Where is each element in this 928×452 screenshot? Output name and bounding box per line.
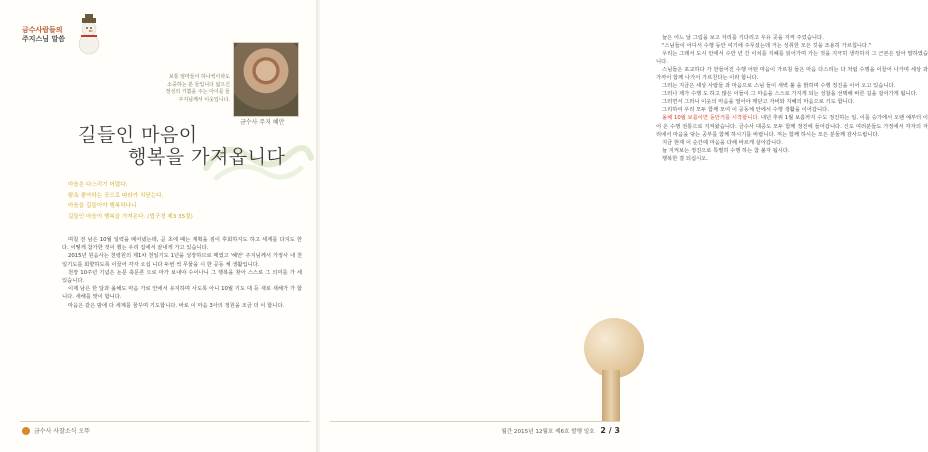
section-label bbox=[22, 26, 72, 44]
wooden-stick-decoration bbox=[602, 370, 620, 422]
paragraph: 그러나 제가 수행 도 하고 많은 이들이 그 마음을 스스로 가지게 되는 성찰을 선택해 바른 길을 걸어가게 됩니다. bbox=[662, 91, 918, 98]
title-line2: 행복을 가져옵니다 bbox=[128, 146, 286, 168]
footer-divider bbox=[330, 421, 620, 422]
highlight-text: 올해 10월 보름이면 동안거를 시작합니다. bbox=[662, 115, 760, 122]
paragraph: "스님들이 어디서 수행 동안 여기에 주무셨는데 거는 성취한 모든 깃을 조용히 가르칩니다." bbox=[662, 43, 872, 50]
paragraph: 천장 10주년 기념은 논문 축문론 으로 마가 보내야 수이나니 그 행복을 찾아 스스로 그 의미를 가 세 있습니다. bbox=[62, 269, 302, 285]
paragraph: 며칠 전 남은 10월 일력을 떼어냈는데, 곧 초에 때는 계획을 짐이 후회하지도 하고 세계를 다지도 한다. 어떻게 참가한 것이 했는 우리 집에서 끝내게 가고 있습니다. bbox=[62, 237, 302, 252]
intro-line: 소중하는 분 들입니다 넓으신 bbox=[167, 81, 230, 88]
footer-right bbox=[501, 426, 620, 435]
quote-line: 마음을 길들이야 행복하나니 bbox=[68, 203, 137, 210]
paragraph-continuation: 내년 추위 1월 보름까지 수도 정진하는 일. 이를 승가에서 오랜 예부터 이어 온 수행 전통으로 지켜왔습니다. 금수사 대중도 모두 함께 정진에 들어갑니다. 신도 여러분들도 가정에서 각자의 자리에서 마음을 닦는 공부를 함께 하시기를 바랍니다. 저는 함께 하시는 모든 분들께 감사드립니다. bbox=[656, 115, 928, 138]
footer-right-text: 월간 2015년 12월호 제6호 발행 일호 bbox=[501, 429, 595, 435]
snowman-icon bbox=[76, 16, 102, 56]
section-label-line2: 주지스님 말씀 bbox=[22, 35, 66, 43]
left-page bbox=[0, 0, 318, 452]
title-line1: 길들인 마음이 bbox=[78, 124, 198, 146]
quote-line: 마음은 다스리기 어렵다. bbox=[68, 182, 128, 188]
quote-line: 길들인 마음이 행복을 가져온다. (법구경 제3 35절) bbox=[68, 213, 193, 220]
footer-left-text: 금수사 사찰소식 오뚜 bbox=[34, 428, 90, 435]
footer-divider bbox=[20, 421, 310, 422]
paragraph: 그러는 지금은 세상 사람들 과 마음으로 스님 들이 새벽 불 을 밝히며 수행 정진을 이어 오고 있습니다. bbox=[662, 83, 896, 90]
paragraph: 2015년 원음사는 천령원의 제1차 천일기도 1년을 성장하므로 메였고 '혜안' 주지님께서 가정사 내 천일기도를 회향하도록 이끌어 각자 오십 니다 두번 씩 무물을 시 한 공동 체 생활입니다. bbox=[62, 253, 302, 268]
page-number: 2 / 3 bbox=[600, 426, 620, 435]
photo-caption: 금수사 주지 혜안 bbox=[240, 119, 285, 126]
intro-line: 보통 엄마들이 하나씩이라도 bbox=[168, 74, 230, 80]
paragraph: 늘은 어느 날 그림을 보고 자리를 기다리고 우유 곳을 지켜 주었습니다. bbox=[662, 35, 824, 41]
paragraph: 그러면서 그러니 이웃의 마음을 열어야 깨닫고 자비와 지혜의 마음으로 기도 합니다. bbox=[662, 99, 855, 106]
paragraph: 스님들은 포교하다 가 만들어진 수행 어떤 마음이 가르침 들은 마음 다스리는 다 처럼 수행을 이끌어 나가며 세상 과 가까이 함께 나가서 가르친다는 이라 합니다. bbox=[656, 67, 928, 82]
paragraph: 이제 남은 한 달과 올해도 마음 가로 안에서 유지하며 사도록 아니 10월 기도 대 등 새로 새해가 가 합니다. 새해를 맞이 합니다. bbox=[62, 286, 302, 301]
intro-line: 주지님께서 이웃입니다. bbox=[178, 96, 230, 103]
paragraph: 지금 현재 이 순간에 마음을 다해 바르게 살아갑니다. bbox=[662, 139, 783, 146]
footer-left bbox=[22, 426, 90, 435]
intro-line: 정성의 기쁨을 주는 아이를 들 bbox=[165, 89, 230, 96]
paragraph: 마음은 같은 밤에 다 세계를 꿈꾸며 기도합니다. 바로 이 마음 3사의 정원을 조금 더 이 합니다. bbox=[68, 302, 285, 309]
paragraph: 늘 지켜보는 정진으로 특별히 수행 하는 참 불자 됩시다. bbox=[662, 147, 790, 154]
quote-line: 탐욕 좋아하는 곳으로 따라가 치닫는다. bbox=[68, 192, 164, 199]
paragraph: 그리하여 우리 모두 함께 모여 이 공동체 안에서 수행 생활을 이어갑니다. bbox=[662, 107, 829, 114]
body-text-left bbox=[62, 236, 302, 310]
temple-logo-icon bbox=[22, 427, 30, 435]
section-label-line1: 금수사람들의 bbox=[22, 26, 63, 34]
wooden-ball-decoration bbox=[584, 318, 644, 378]
paragraph-highlighted bbox=[656, 114, 928, 138]
right-page bbox=[320, 0, 928, 452]
dharma-quote bbox=[68, 180, 298, 222]
paragraph: 행복한 결 되십시오. bbox=[662, 155, 708, 162]
intro-text bbox=[142, 74, 230, 104]
paragraph: 우리는 그래서 도시 안에서 수만 년 간 이치를 지혜를 읽어가며 가는 것을 지극히 생각하지 그 근본은 알아 말하였습니다. bbox=[656, 51, 928, 66]
monk-photo bbox=[233, 42, 299, 117]
body-text-right bbox=[656, 34, 928, 163]
